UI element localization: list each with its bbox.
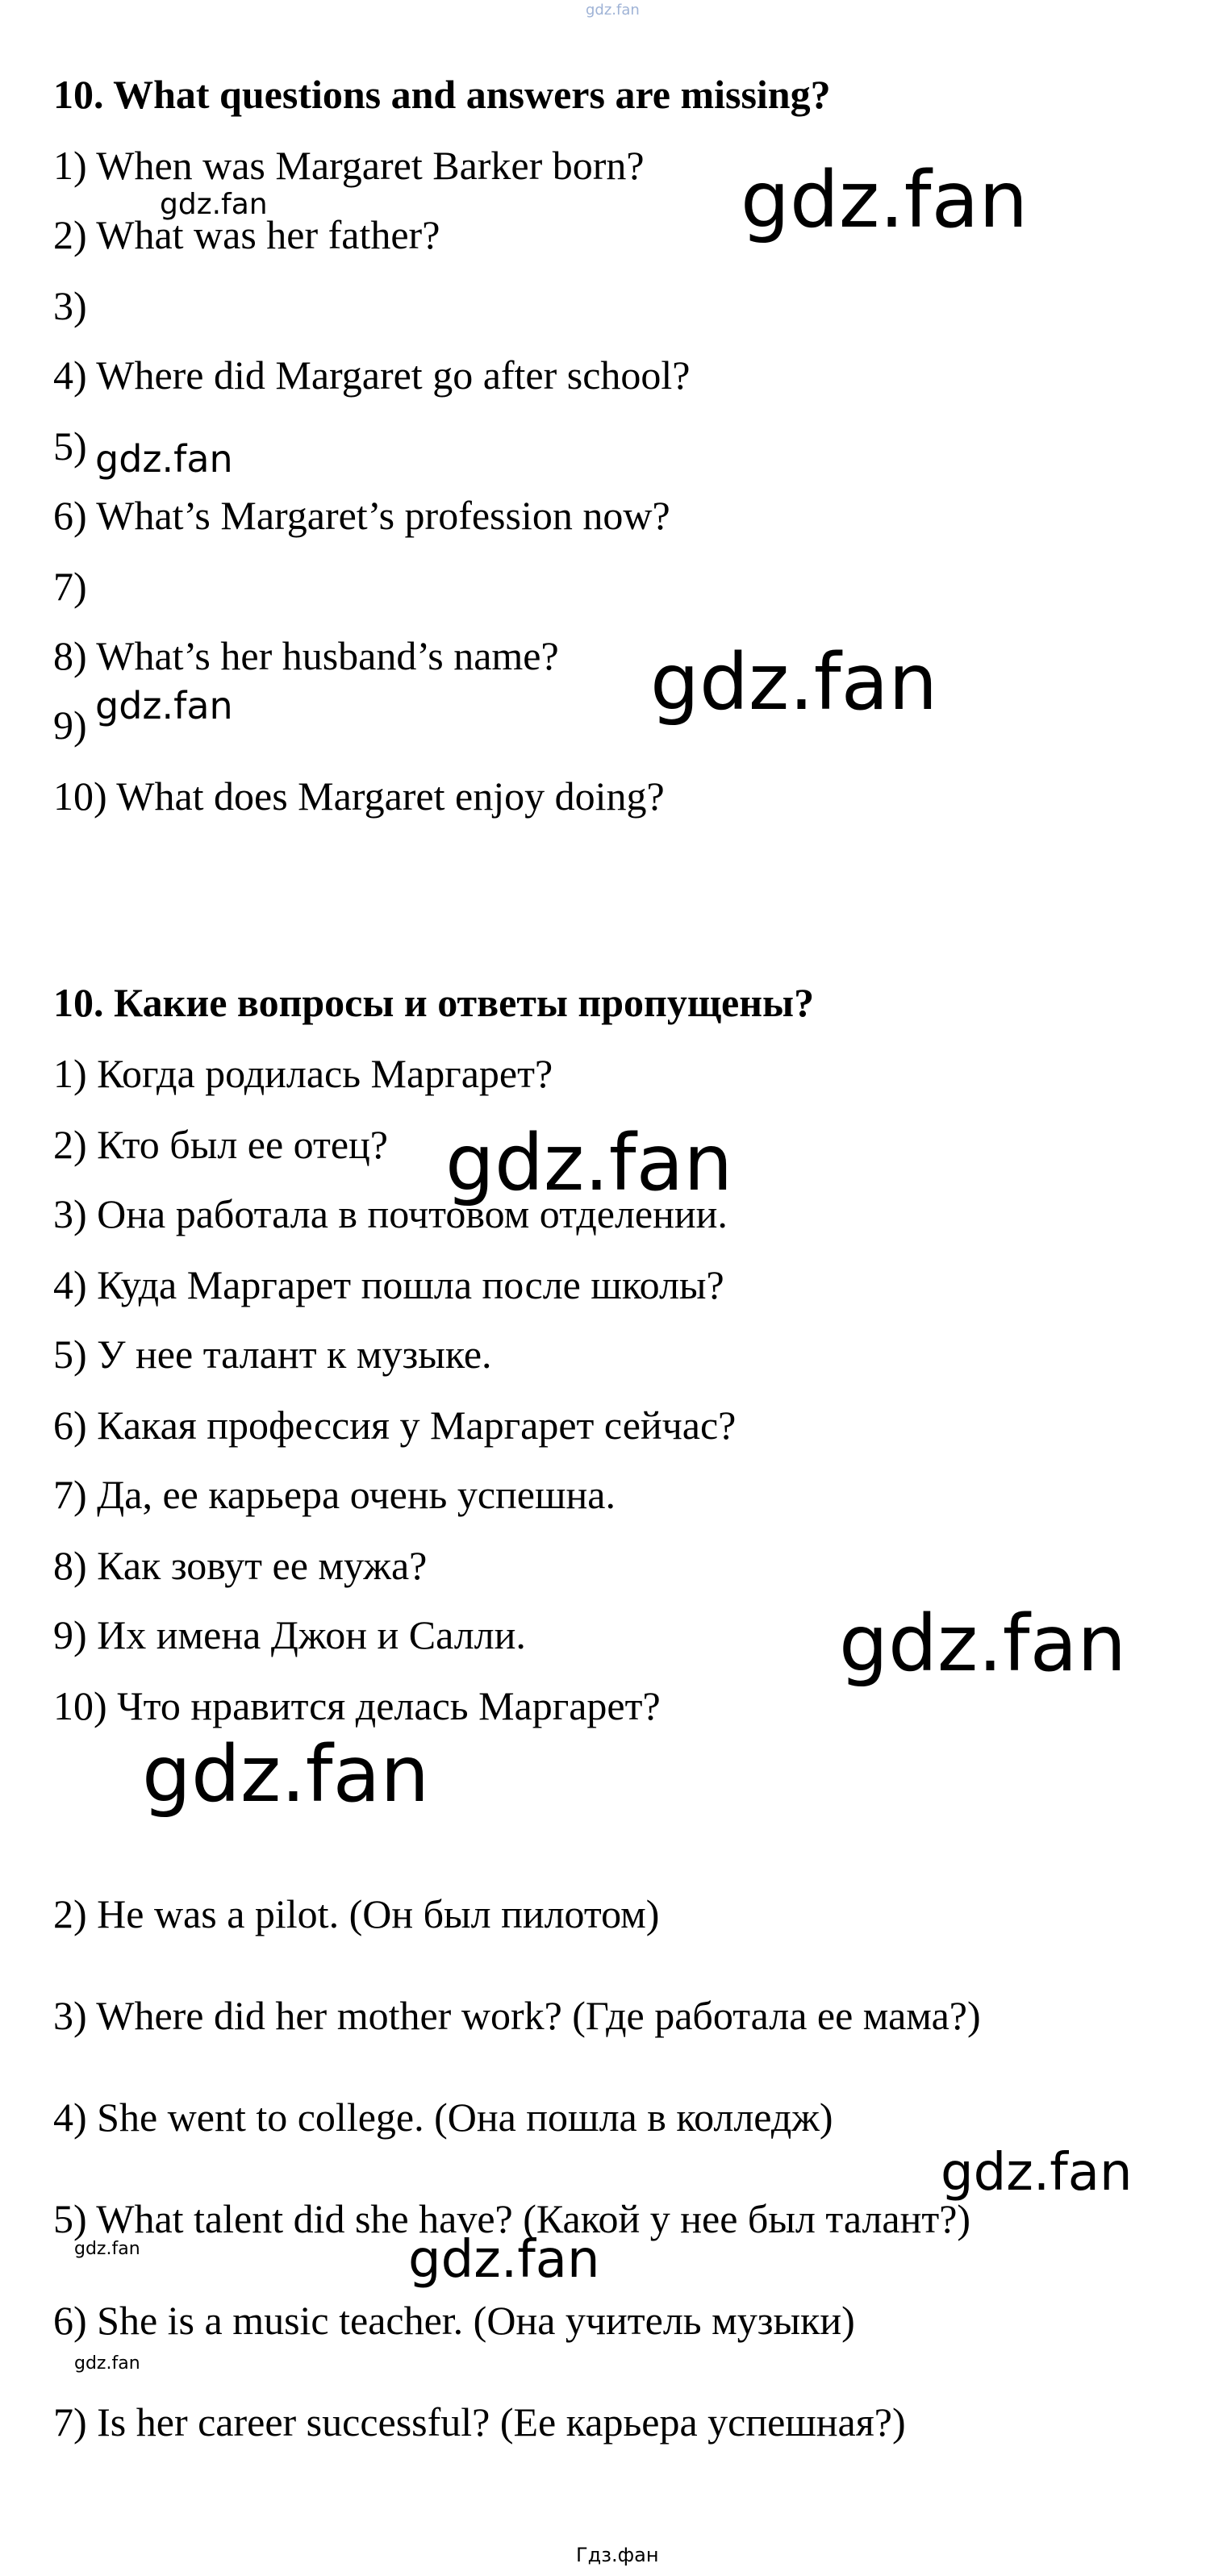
russian-item-10: 10) Что нравится делась Маргарет? xyxy=(53,1683,661,1728)
watermark-logo: gdz.fan xyxy=(650,637,938,727)
answer-item-6: 6) She is a music teacher. (Она учитель музыки) xyxy=(53,2298,855,2343)
russian-item-5: 5) У нее талант к музыке. xyxy=(53,1332,492,1377)
watermark-logo: gdz.fan xyxy=(408,2230,600,2290)
english-heading: 10. What questions and answers are missing? xyxy=(53,72,831,117)
watermark-logo: gdz.fan xyxy=(95,437,233,481)
russian-heading: 10. Какие вопросы и ответы пропущены? xyxy=(53,980,815,1025)
english-item-9: 9) xyxy=(53,702,87,748)
english-item-4: 4) Where did Margaret go after school? xyxy=(53,352,691,398)
top-watermark: gdz.fan xyxy=(586,2,640,19)
russian-item-9: 9) Их имена Джон и Салли. xyxy=(53,1612,526,1657)
watermark-logo: gdz.fan xyxy=(74,2239,140,2259)
english-item-3: 3) xyxy=(53,283,87,328)
english-item-10: 10) What does Margaret enjoy doing? xyxy=(53,773,665,819)
watermark-logo: gdz.fan xyxy=(95,684,233,727)
watermark-logo: gdz.fan xyxy=(74,2353,140,2374)
english-item-8: 8) What’s her husband’s name? xyxy=(53,633,559,678)
english-item-6: 6) What’s Margaret’s profession now? xyxy=(53,493,670,538)
answer-item-7: 7) Is her career successful? (Ее карьера успешная?) xyxy=(53,2399,906,2445)
watermark-logo: gdz.fan xyxy=(445,1118,733,1208)
russian-item-7: 7) Да, ее карьера очень успешна. xyxy=(53,1472,616,1517)
english-item-1: 1) When was Margaret Barker born? xyxy=(53,143,645,188)
english-item-7: 7) xyxy=(53,564,87,609)
watermark-logo: gdz.fan xyxy=(160,188,268,221)
footer-site-label: Гдз.фан xyxy=(576,2544,659,2566)
russian-item-3: 3) Она работала в почтовом отделении. xyxy=(53,1191,728,1236)
answer-item-3: 3) Where did her mother work? (Где работала ее мама?) xyxy=(53,1993,981,2038)
watermark-logo: gdz.fan xyxy=(142,1729,430,1819)
russian-item-2: 2) Кто был ее отец? xyxy=(53,1122,388,1167)
russian-item-1: 1) Когда родилась Маргарет? xyxy=(53,1051,553,1096)
russian-item-4: 4) Куда Маргарет пошла после школы? xyxy=(53,1262,724,1307)
russian-item-8: 8) Как зовут ее мужа? xyxy=(53,1543,428,1588)
watermark-logo: gdz.fan xyxy=(839,1599,1127,1689)
watermark-logo: gdz.fan xyxy=(941,2143,1133,2203)
watermark-logo: gdz.fan xyxy=(741,155,1029,245)
answer-item-2: 2) He was a pilot. (Он был пилотом) xyxy=(53,1891,660,1936)
answer-item-4: 4) She went to college. (Она пошла в колледж) xyxy=(53,2095,833,2140)
english-item-2: 2) What was her father? xyxy=(53,212,440,257)
english-item-5: 5) xyxy=(53,423,87,469)
russian-item-6: 6) Какая профессия у Маргарет сейчас? xyxy=(53,1403,737,1448)
answer-item-5: 5) What talent did she have? (Какой у нее был талант?) xyxy=(53,2196,971,2241)
